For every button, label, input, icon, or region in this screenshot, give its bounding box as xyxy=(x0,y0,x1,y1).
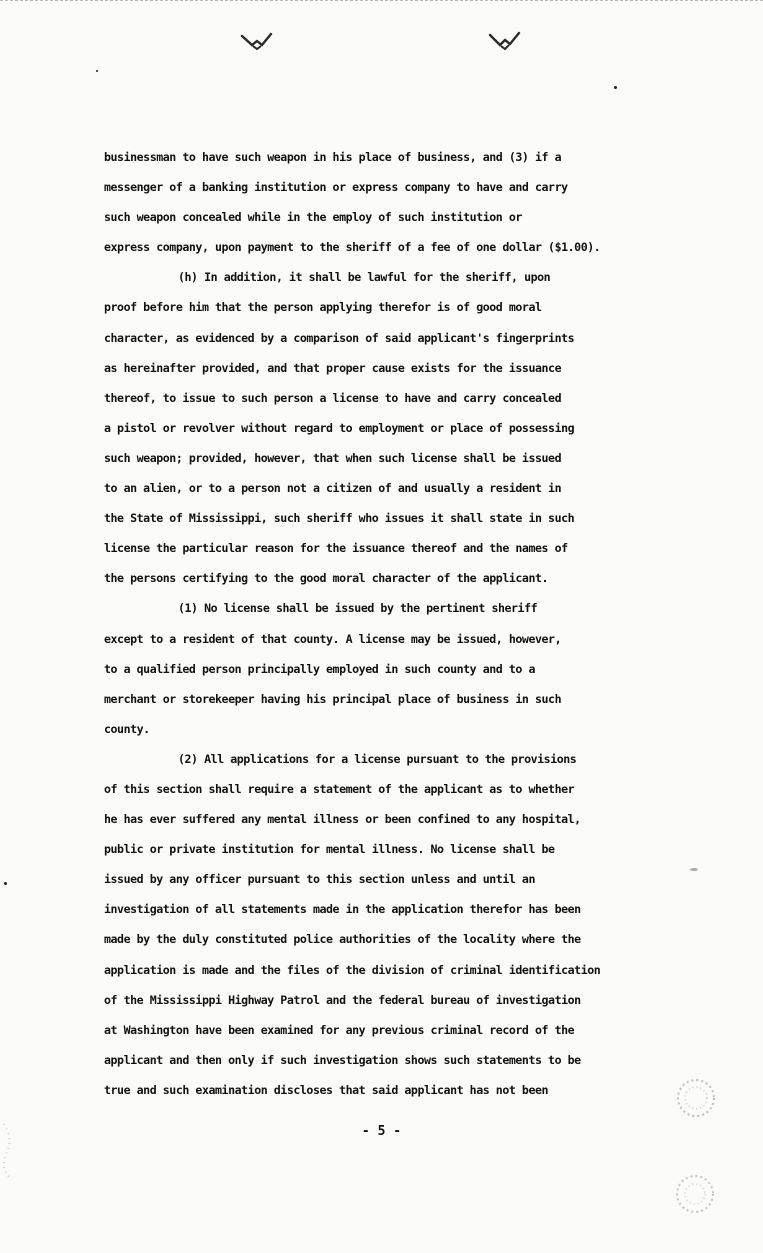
text-line: application is made and the files of the division of criminal identification xyxy=(104,962,601,977)
text-line: merchant or storekeeper having his principal place of business in such xyxy=(104,691,562,706)
text-line: the persons certifying to the good moral character of the applicant. xyxy=(104,571,549,586)
text-line: (h) In addition, it shall be lawful for the sheriff, upon xyxy=(178,270,551,285)
page-number: - 5 - xyxy=(361,1124,402,1139)
text-line: of the Mississippi Highway Patrol and the federal bureau of investigation xyxy=(104,992,581,1007)
text-line: express company, upon payment to the sheriff of a fee of one dollar ($1.00). xyxy=(104,240,601,255)
text-line: thereof, to issue to such person a license to have and carry concealed xyxy=(104,390,562,405)
scan-speck xyxy=(690,868,698,871)
text-line: county. xyxy=(104,721,150,736)
text-line: a pistol or revolver without regard to employment or place of possessing xyxy=(104,420,575,435)
text-line: he has ever suffered any mental illness or been confined to any hospital, xyxy=(104,812,581,827)
scan-speck xyxy=(614,86,617,89)
perforated-top-edge xyxy=(0,0,763,4)
text-line: character, as evidenced by a comparison of said applicant's fingerprints xyxy=(104,330,575,345)
text-line: proof before him that the person applying therefor is of good moral xyxy=(104,300,542,315)
text-line: the State of Mississippi, such sheriff who issues it shall state in such xyxy=(104,511,575,526)
scan-stain xyxy=(672,1074,720,1122)
text-line: to an alien, or to a person not a citizen of and usually a resident in xyxy=(104,481,562,496)
text-line: businessman to have such weapon in his place of business, and (3) if a xyxy=(104,150,562,164)
text-line: made by the duly constituted police authorities of the locality where the xyxy=(104,932,581,947)
text-line: true and such examination discloses that said applicant has not been xyxy=(104,1082,549,1097)
staple-mark-icon xyxy=(240,30,274,52)
text-line: messenger of a banking institution or express company to have and carry xyxy=(104,180,568,195)
text-line: to a qualified person principally employed in such county and to a xyxy=(104,661,535,676)
text-line: investigation of all statements made in the application therefor has been xyxy=(104,902,581,917)
text-line: as hereinafter provided, and that proper cause exists for the issuance xyxy=(104,360,562,375)
text-line: at Washington have been examined for any previous criminal record of the xyxy=(104,1022,575,1037)
text-line: applicant and then only if such investigation shows such statements to be xyxy=(104,1052,581,1067)
document-body xyxy=(104,146,678,1109)
text-line: license the particular reason for the issuance thereof and the names of xyxy=(104,541,568,556)
scan-speck xyxy=(4,882,7,885)
staple-mark-icon xyxy=(488,30,522,52)
scan-stain xyxy=(672,1168,718,1220)
scan-speck xyxy=(96,70,98,72)
text-line: issued by any officer pursuant to this section unless and until an xyxy=(104,872,535,887)
text-line: except to a resident of that county. A license may be issued, however, xyxy=(104,631,562,646)
text-line: of this section shall require a statement of the applicant as to whether xyxy=(104,781,575,796)
text-line: (1) No license shall be issued by the pertinent sheriff xyxy=(178,601,538,616)
text-line: (2) All applications for a license pursuant to the provisions xyxy=(178,751,577,766)
text-line: such weapon; provided, however, that when such license shall be issued xyxy=(104,450,562,465)
text-line: public or private institution for mental illness. No license shall be xyxy=(104,842,555,857)
text-line: such weapon concealed while in the employ of such institution or xyxy=(104,210,522,225)
